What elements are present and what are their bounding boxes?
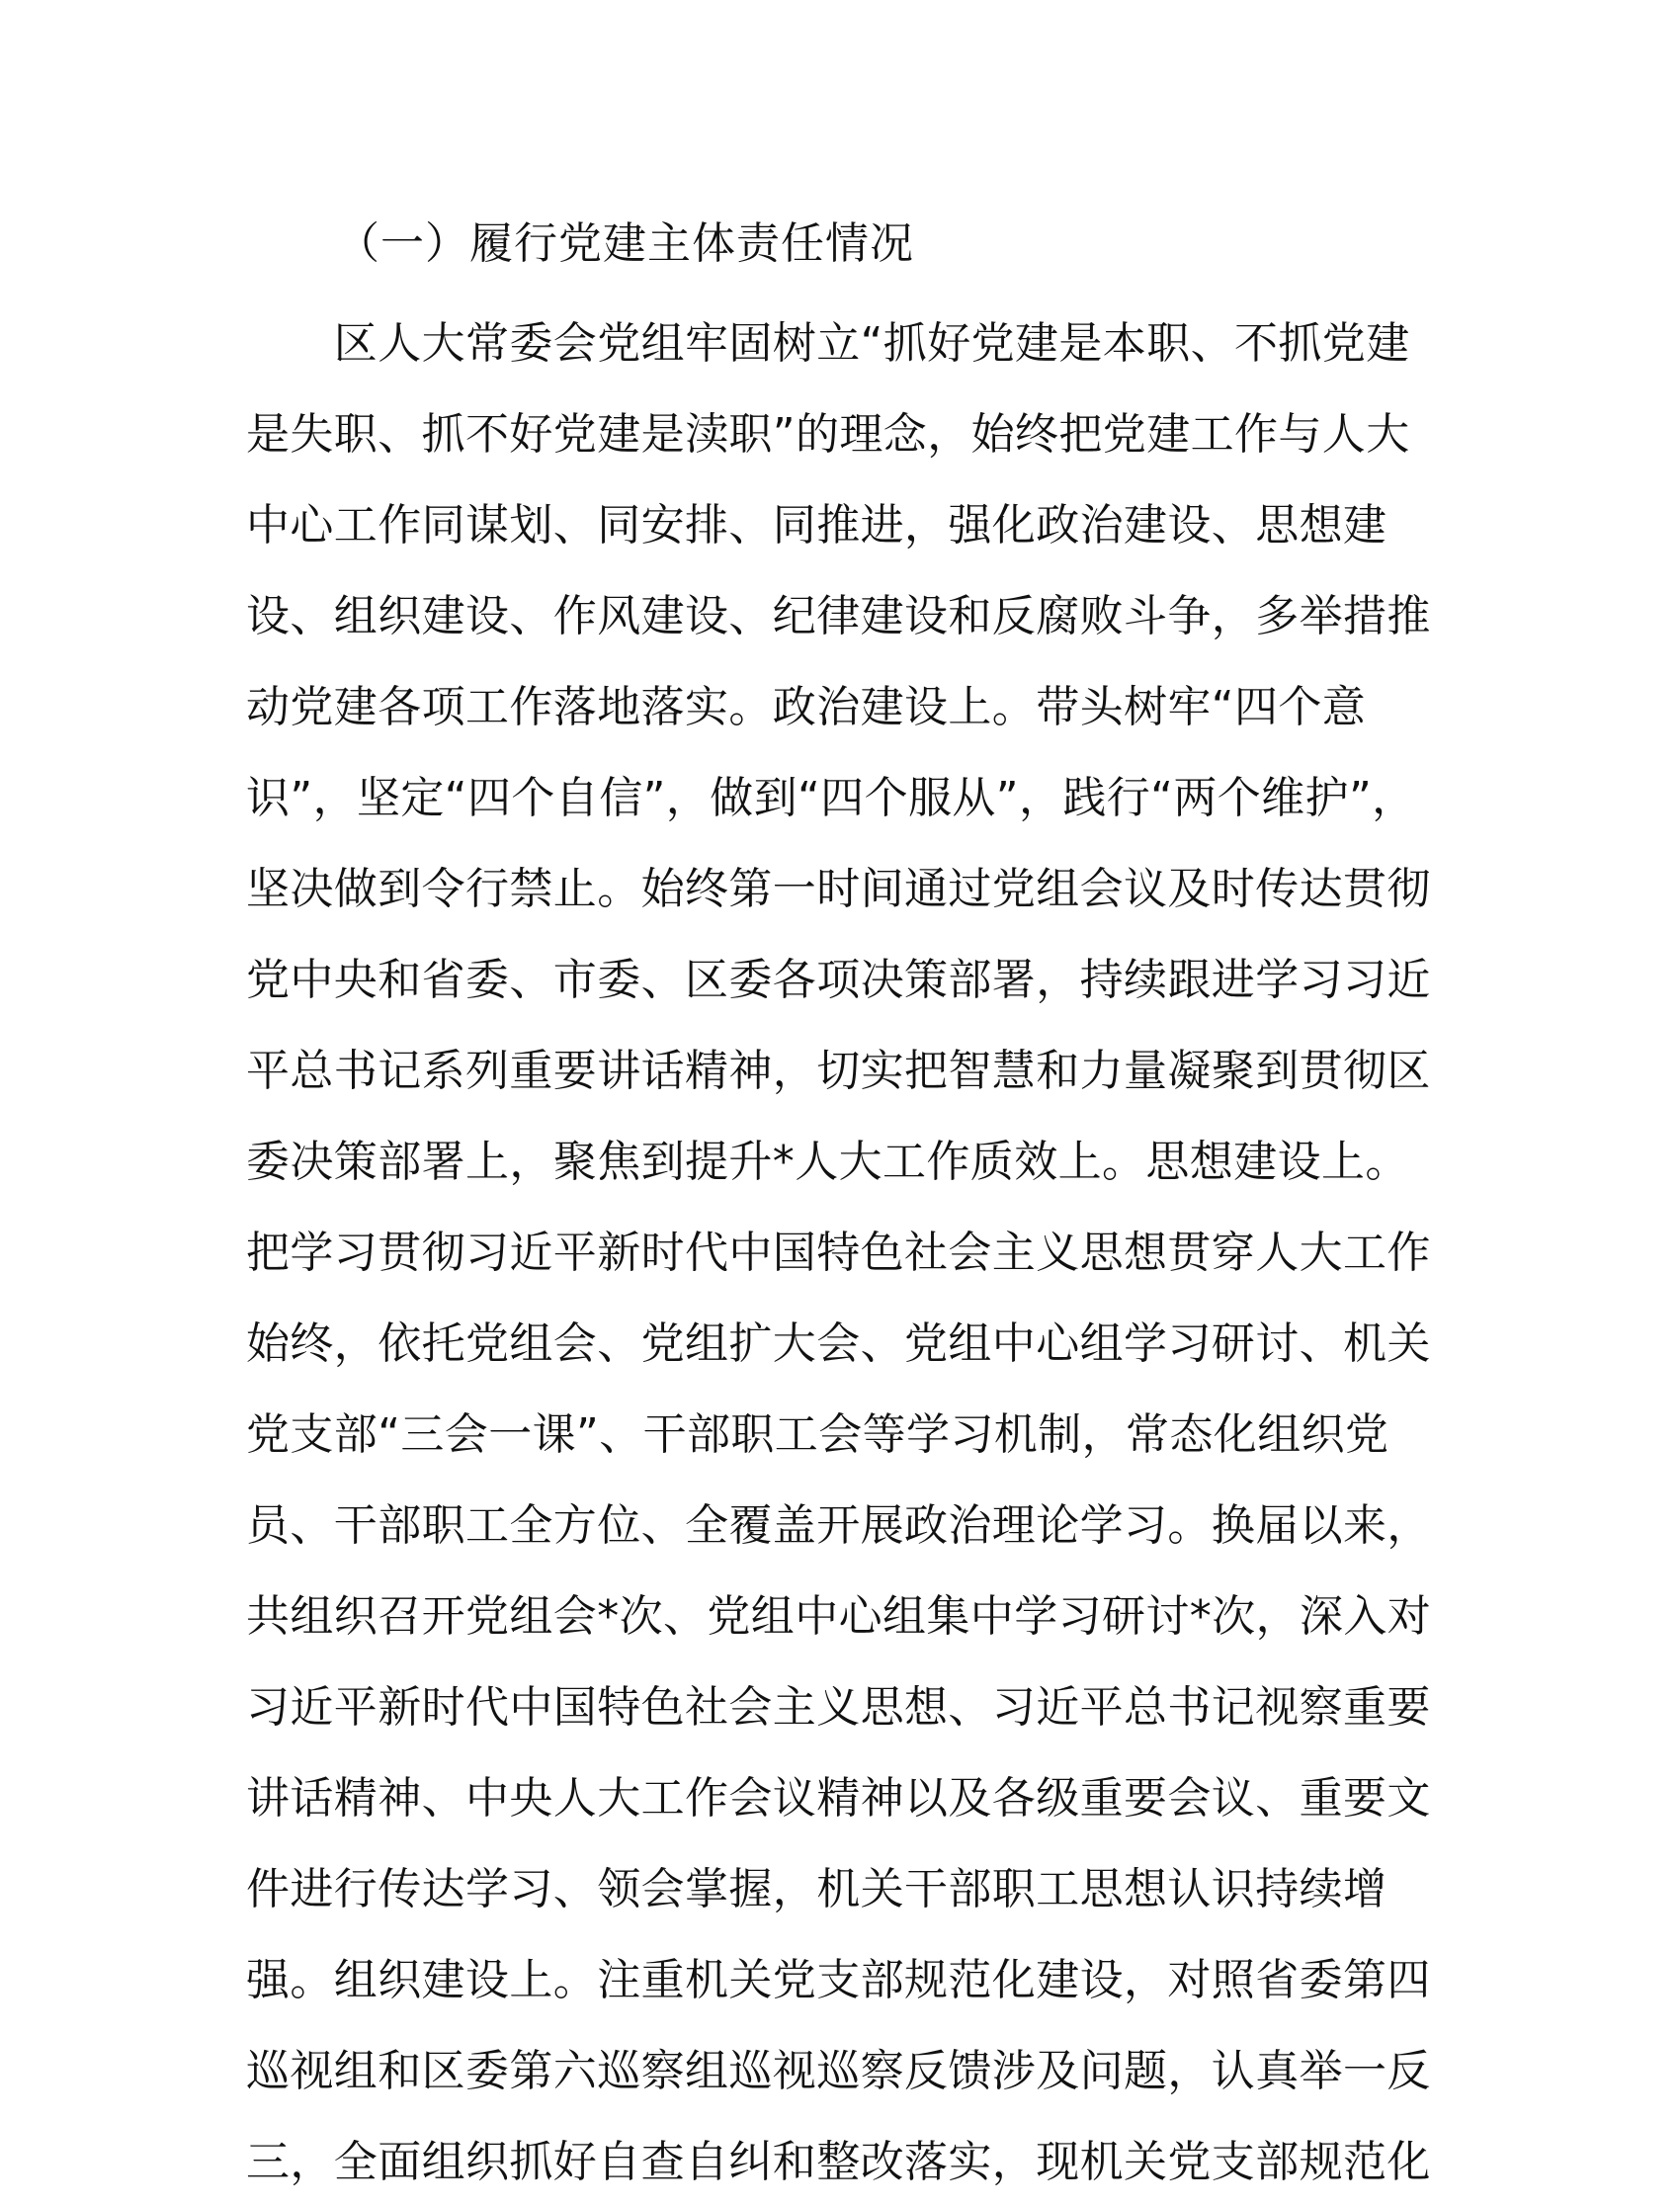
text-line: 始终，依托党组会、党组扩大会、党组中心组学习研讨、机关 bbox=[246, 1318, 1431, 1369]
text-line: 委决策部署上，聚焦到提升*人大工作质效上。思想建设上。 bbox=[246, 1137, 1409, 1187]
text-line: 坚决做到令行禁止。始终第一时间通过党组会议及时传达贯彻 bbox=[246, 864, 1431, 914]
text-line: 三，全面组织抓好自查自纠和整改落实，现机关党支部规范化 bbox=[246, 2137, 1431, 2187]
text-line: 把学习贯彻习近平新时代中国特色社会主义思想贯穿人大工作 bbox=[246, 1228, 1431, 1278]
text-line: 是失职、抓不好党建是渎职”的理念，始终把党建工作与人大 bbox=[246, 409, 1410, 460]
text-line: 讲话精神、中央人大工作会议精神以及各级重要会议、重要文 bbox=[246, 1773, 1431, 1824]
body-paragraph bbox=[246, 298, 1432, 2208]
text-line: 件进行传达学习、领会掌握，机关干部职工思想认识持续增 bbox=[246, 1864, 1387, 1914]
section-heading: （一）履行党建主体责任情况 bbox=[336, 218, 914, 269]
text-line: 党支部“三会一课”、干部职工会等学习机制，常态化组织党 bbox=[246, 1409, 1389, 1460]
text-line: 党中央和省委、市委、区委各项决策部署，持续跟进学习习近 bbox=[246, 955, 1431, 1005]
text-line: 共组织召开党组会*次、党组中心组集中学习研讨*次，深入对 bbox=[246, 1591, 1432, 1642]
text-line: 动党建各项工作落地落实。政治建设上。带头树牢“四个意 bbox=[246, 682, 1367, 732]
text-line: 中心工作同谋划、同安排、同推进，强化政治建设、思想建 bbox=[246, 500, 1387, 551]
text-line: 区人大常委会党组牢固树立“抓好党建是本职、不抓党建 bbox=[246, 318, 1410, 369]
text-line: 强。组织建设上。注重机关党支部规范化建设，对照省委第四 bbox=[246, 1955, 1431, 2005]
text-line: 平总书记系列重要讲话精神，切实把智慧和力量凝聚到贯彻区 bbox=[246, 1046, 1431, 1096]
text-line: 习近平新时代中国特色社会主义思想、习近平总书记视察重要 bbox=[246, 1682, 1431, 1733]
text-line: 识”，坚定“四个自信”，做到“四个服从”，践行“两个维护”， bbox=[246, 773, 1416, 823]
text-line: 巡视组和区委第六巡察组巡视巡察反馈涉及问题，认真举一反 bbox=[246, 2046, 1431, 2096]
text-line: 员、干部职工全方位、全覆盖开展政治理论学习。换届以来， bbox=[246, 1500, 1431, 1551]
text-line: 设、组织建设、作风建设、纪律建设和反腐败斗争，多举措推 bbox=[246, 591, 1431, 641]
